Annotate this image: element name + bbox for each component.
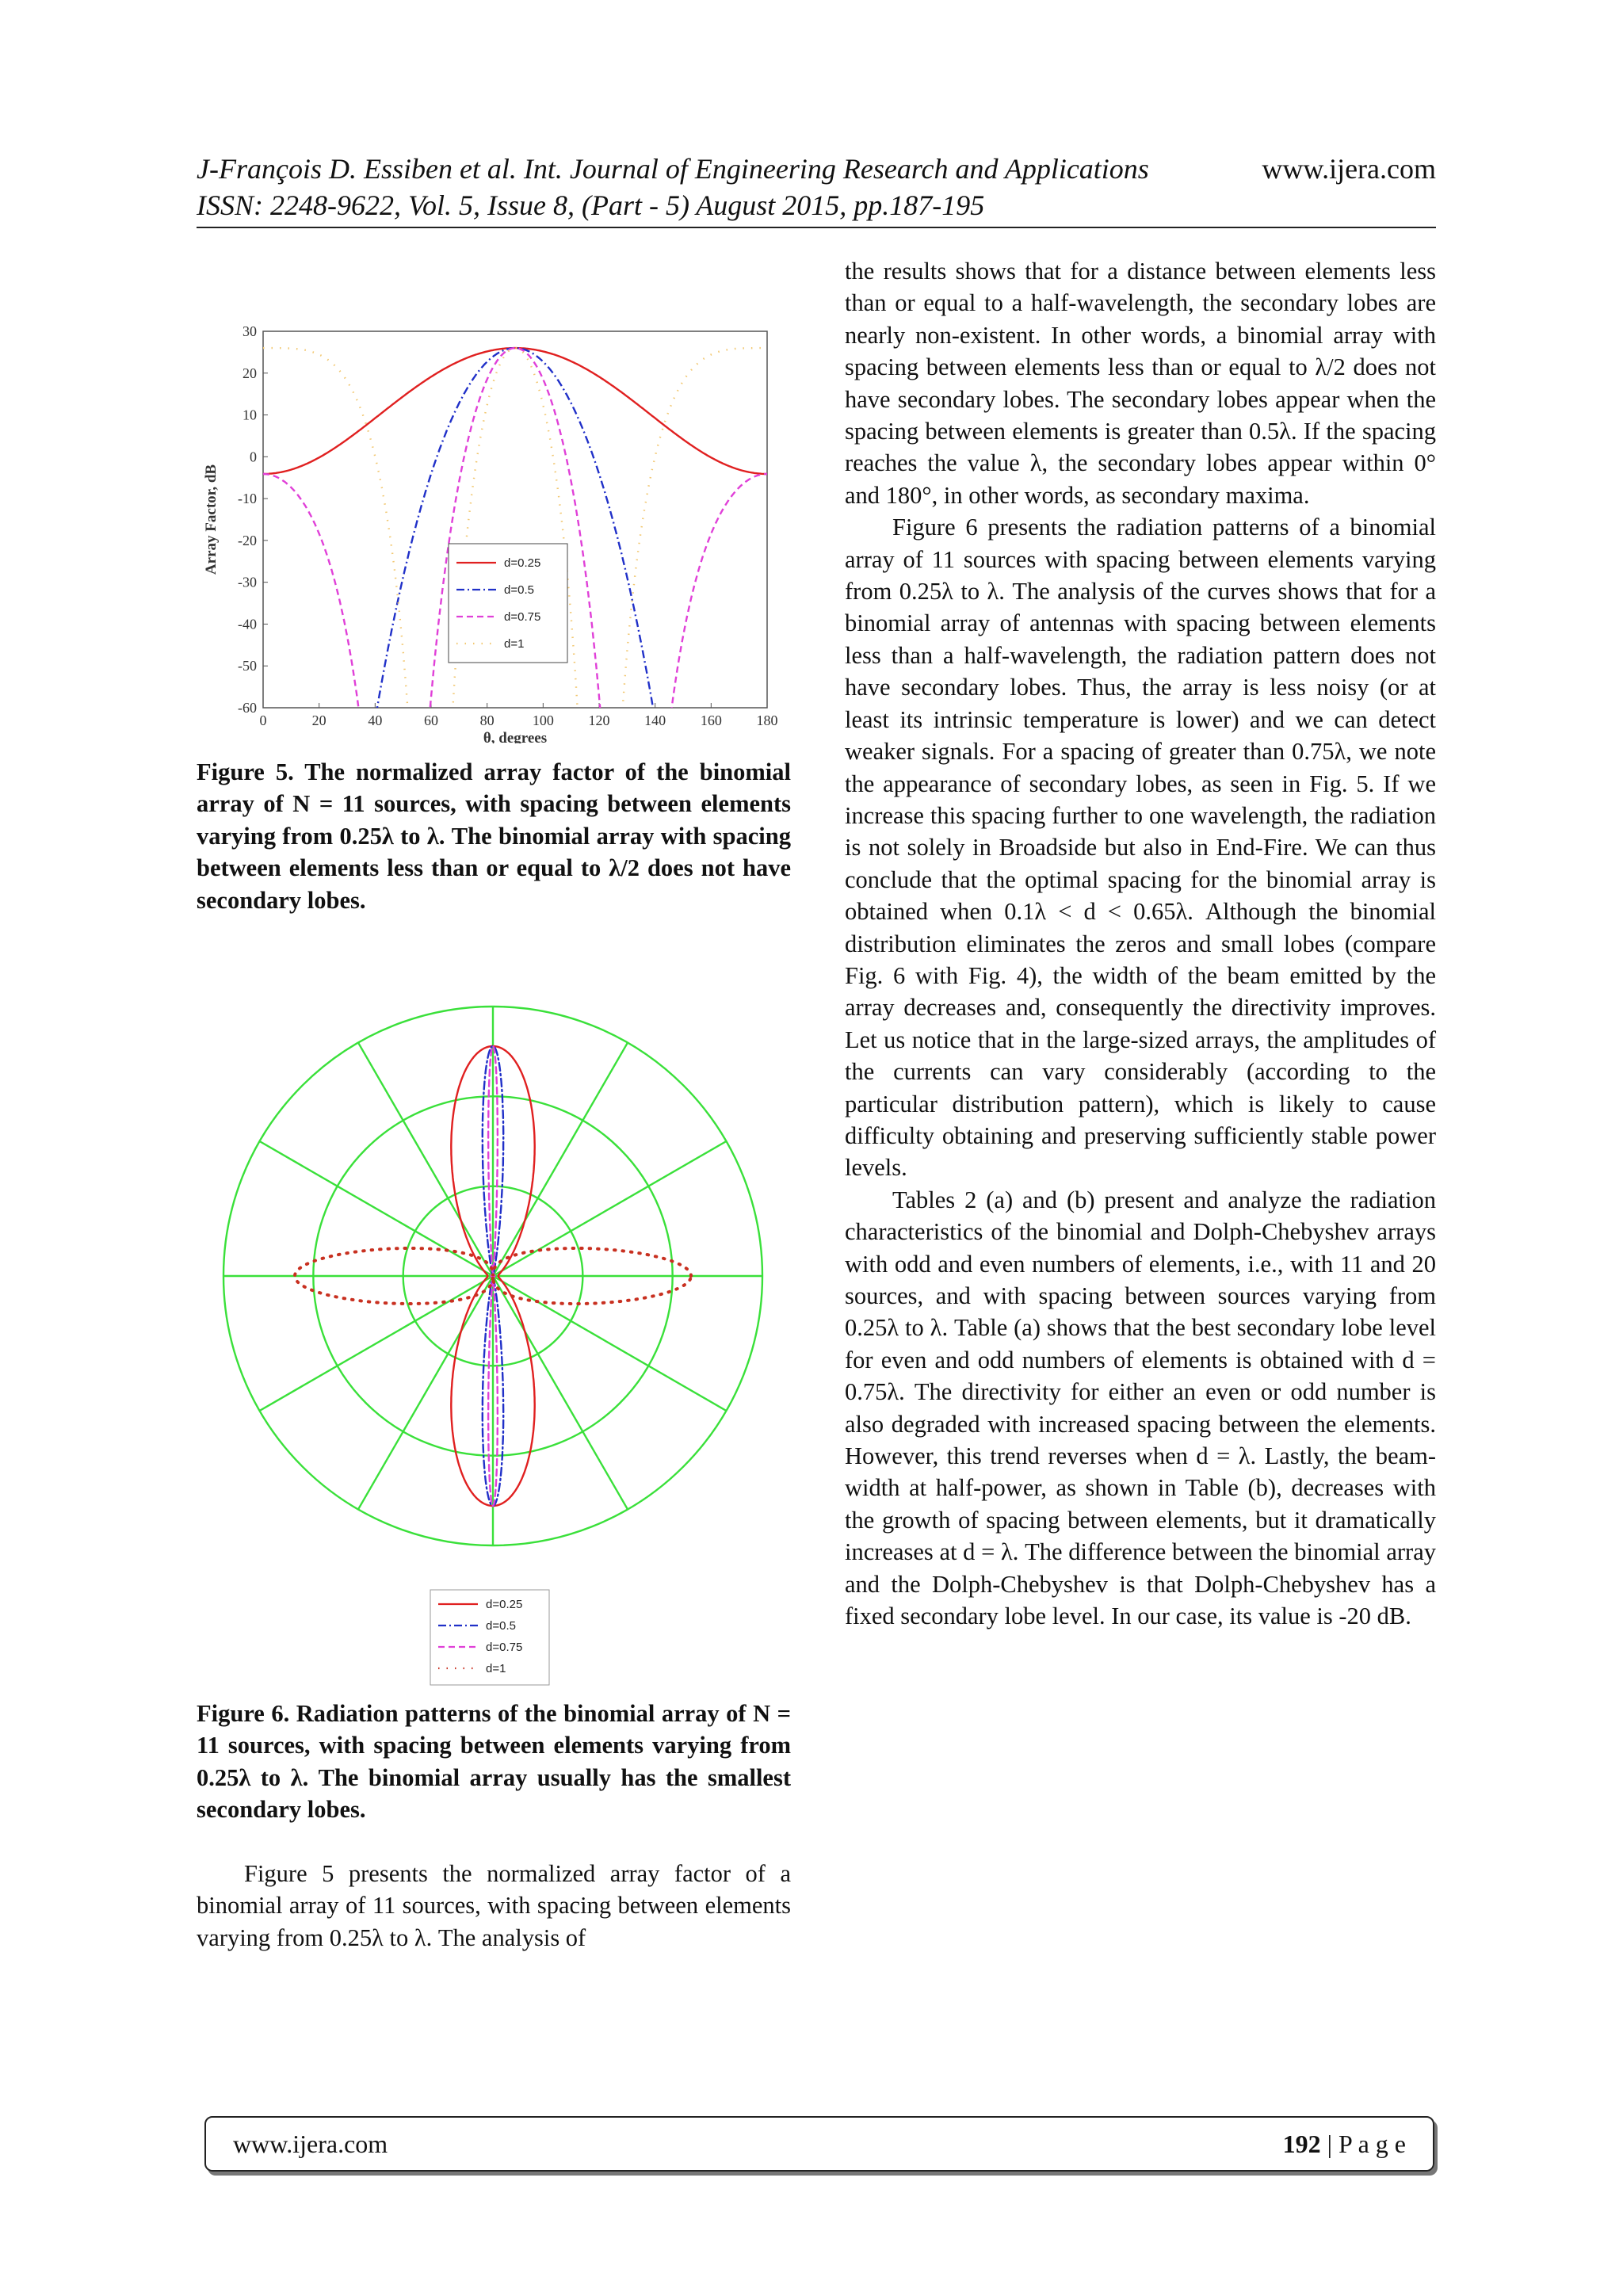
y-tick-label: -30	[238, 574, 257, 590]
x-tick-label: 40	[368, 712, 383, 728]
x-tick-label: 20	[311, 712, 327, 728]
issn-line: ISSN: 2248-9622, Vol. 5, Issue 8, (Part - 5) August 2015, pp.187-195	[197, 189, 985, 221]
right-column	[845, 255, 1436, 1632]
x-tick-label: 0	[259, 712, 267, 728]
array-factor-plot	[197, 315, 791, 743]
footer-website[interactable]: www.ijera.com	[233, 2129, 388, 2158]
x-tick-label: 60	[424, 712, 438, 728]
page-number-value: 192	[1282, 2129, 1321, 2158]
x-tick-label: 160	[700, 712, 722, 728]
legend-label: d=0.25	[486, 1598, 523, 1611]
radiation-pattern-plot	[197, 972, 791, 1690]
journal-citation: J-François D. Essiben et al. Int. Journal of Engineering Research and Applications	[197, 153, 1149, 185]
page-label: | P a g e	[1320, 2129, 1406, 2158]
legend-label: d=0.5	[504, 583, 534, 597]
y-tick-label: -20	[238, 532, 257, 548]
y-tick-label: 10	[242, 407, 257, 423]
y-tick-label: 0	[250, 449, 257, 465]
journal-website[interactable]: www.ijera.com	[1262, 153, 1436, 185]
figure-6-chart	[197, 972, 791, 1690]
x-tick-label: 140	[644, 712, 666, 728]
y-tick-label: -50	[238, 658, 257, 674]
x-tick-label: 180	[756, 712, 778, 728]
legend-label: d=0.5	[486, 1619, 516, 1633]
x-axis-label: θ, degrees	[483, 730, 548, 743]
x-tick-label: 120	[588, 712, 610, 728]
y-tick-label: 20	[242, 365, 257, 381]
body-paragraph-results: the results shows that for a distance between elements less than or equal to a half-wavelength, the secondary lobes are nearly non-existent. In other words, a binomial array with spacing between elements less than or equal to λ/2 does not have secondary lobes. The secondary lobes appear when the spacing between elements is greater than 0.5λ. If the spacing reaches the value λ, the secondary lobes appear within 0° and 180°, in other words, as secondary maxima.	[845, 258, 1436, 509]
header-divider	[197, 227, 1436, 228]
page-footer	[204, 2116, 1434, 2172]
x-tick-label: 80	[479, 712, 495, 728]
x-tick-label: 100	[532, 712, 554, 728]
page-number	[1283, 2130, 1406, 2159]
y-tick-label: 30	[242, 323, 257, 339]
running-header	[197, 151, 1436, 223]
body-paragraph-fig5: Figure 5 presents the normalized array factor of a binomial array of 11 sources, with spacing between elements varying from 0.25λ to λ. The analysis of	[197, 1860, 791, 1951]
y-tick-label: -40	[238, 616, 257, 632]
y-tick-label: -60	[238, 700, 257, 716]
legend-label: d=0.75	[504, 610, 541, 624]
legend-label: d=0.75	[486, 1641, 523, 1654]
body-paragraph-tables: Tables 2 (a) and (b) present and analyze the radiation characteristics of the binomial and Dolph-Chebyshev arrays with odd and even numbers of elements, i.e., with 11 and 20 sources, and with spacing between sources varying from 0.25λ to λ. Table (a) shows that the best secondary lobe level for even and odd numbers of elements is obtained with d = 0.75λ. The directivity for either an even or odd number is also degraded with increased spacing between the elements. However, this trend reverses when d = λ. Lastly, the beam-width at half-power, as shown in Table (b), decreases with the growth of spacing between elements, but it dramatically increases at d = λ. The difference between the binomial array and the Dolph-Chebyshev is that Dolph-Chebyshev has a fixed secondary lobe level. In our case, its value is -20 dB.	[845, 1186, 1436, 1630]
legend-label: d=0.25	[504, 556, 541, 570]
body-paragraph-fig6: Figure 6 presents the radiation patterns of a binomial array of 11 sources with spacing between elements varying from 0.25λ to λ. The analysis of the curves shows that for a binomial array of antennas with spacing between elements less than a half-wavelength, the radiation pattern does not have secondary lobes. Thus, the array is less noisy (or at least its intrinsic temperature is lower) and we can detect weaker signals. For a spacing of greater than 0.75λ, we note the appearance of secondary lobes, as seen in Fig. 5. If we increase this spacing further to one wavelength, the radiation is not solely in Broadside but also in End-Fire. We can thus conclude that the optimal spacing for the binomial array is obtained when 0.1λ < d < 0.65λ. Although the binomial distribution eliminates the zeros and small lobes (compare Fig. 6 with Fig. 4), the width of the beam emitted by the array decreases and, consequently the directivity improves. Let us notice that in the large-sized arrays, the amplitudes of the currents can vary considerably (according to the particular distribution pattern), which is likely to cause difficulty obtaining and preserving sufficiently stable power levels.	[845, 514, 1436, 1182]
figure-6-caption: Figure 6. Radiation patterns of the binomial array of N = 11 sources, with spacing between elements varying from 0.25λ to λ. The binomial array usually has the smallest secondary lobes.	[197, 1700, 791, 1824]
y-axis-label: Array Factor, dB	[203, 464, 220, 575]
legend-label: d=1	[486, 1662, 506, 1675]
figure-5-chart	[197, 315, 791, 743]
legend-label: d=1	[504, 637, 525, 651]
y-tick-label: -10	[238, 491, 257, 507]
figure-5-caption: Figure 5. The normalized array factor of the binomial array of N = 11 sources, with spacing between elements varying from 0.25λ to λ. The binomial array with spacing between elements less than or equal to λ/2 does not have secondary lobes.	[197, 758, 791, 914]
